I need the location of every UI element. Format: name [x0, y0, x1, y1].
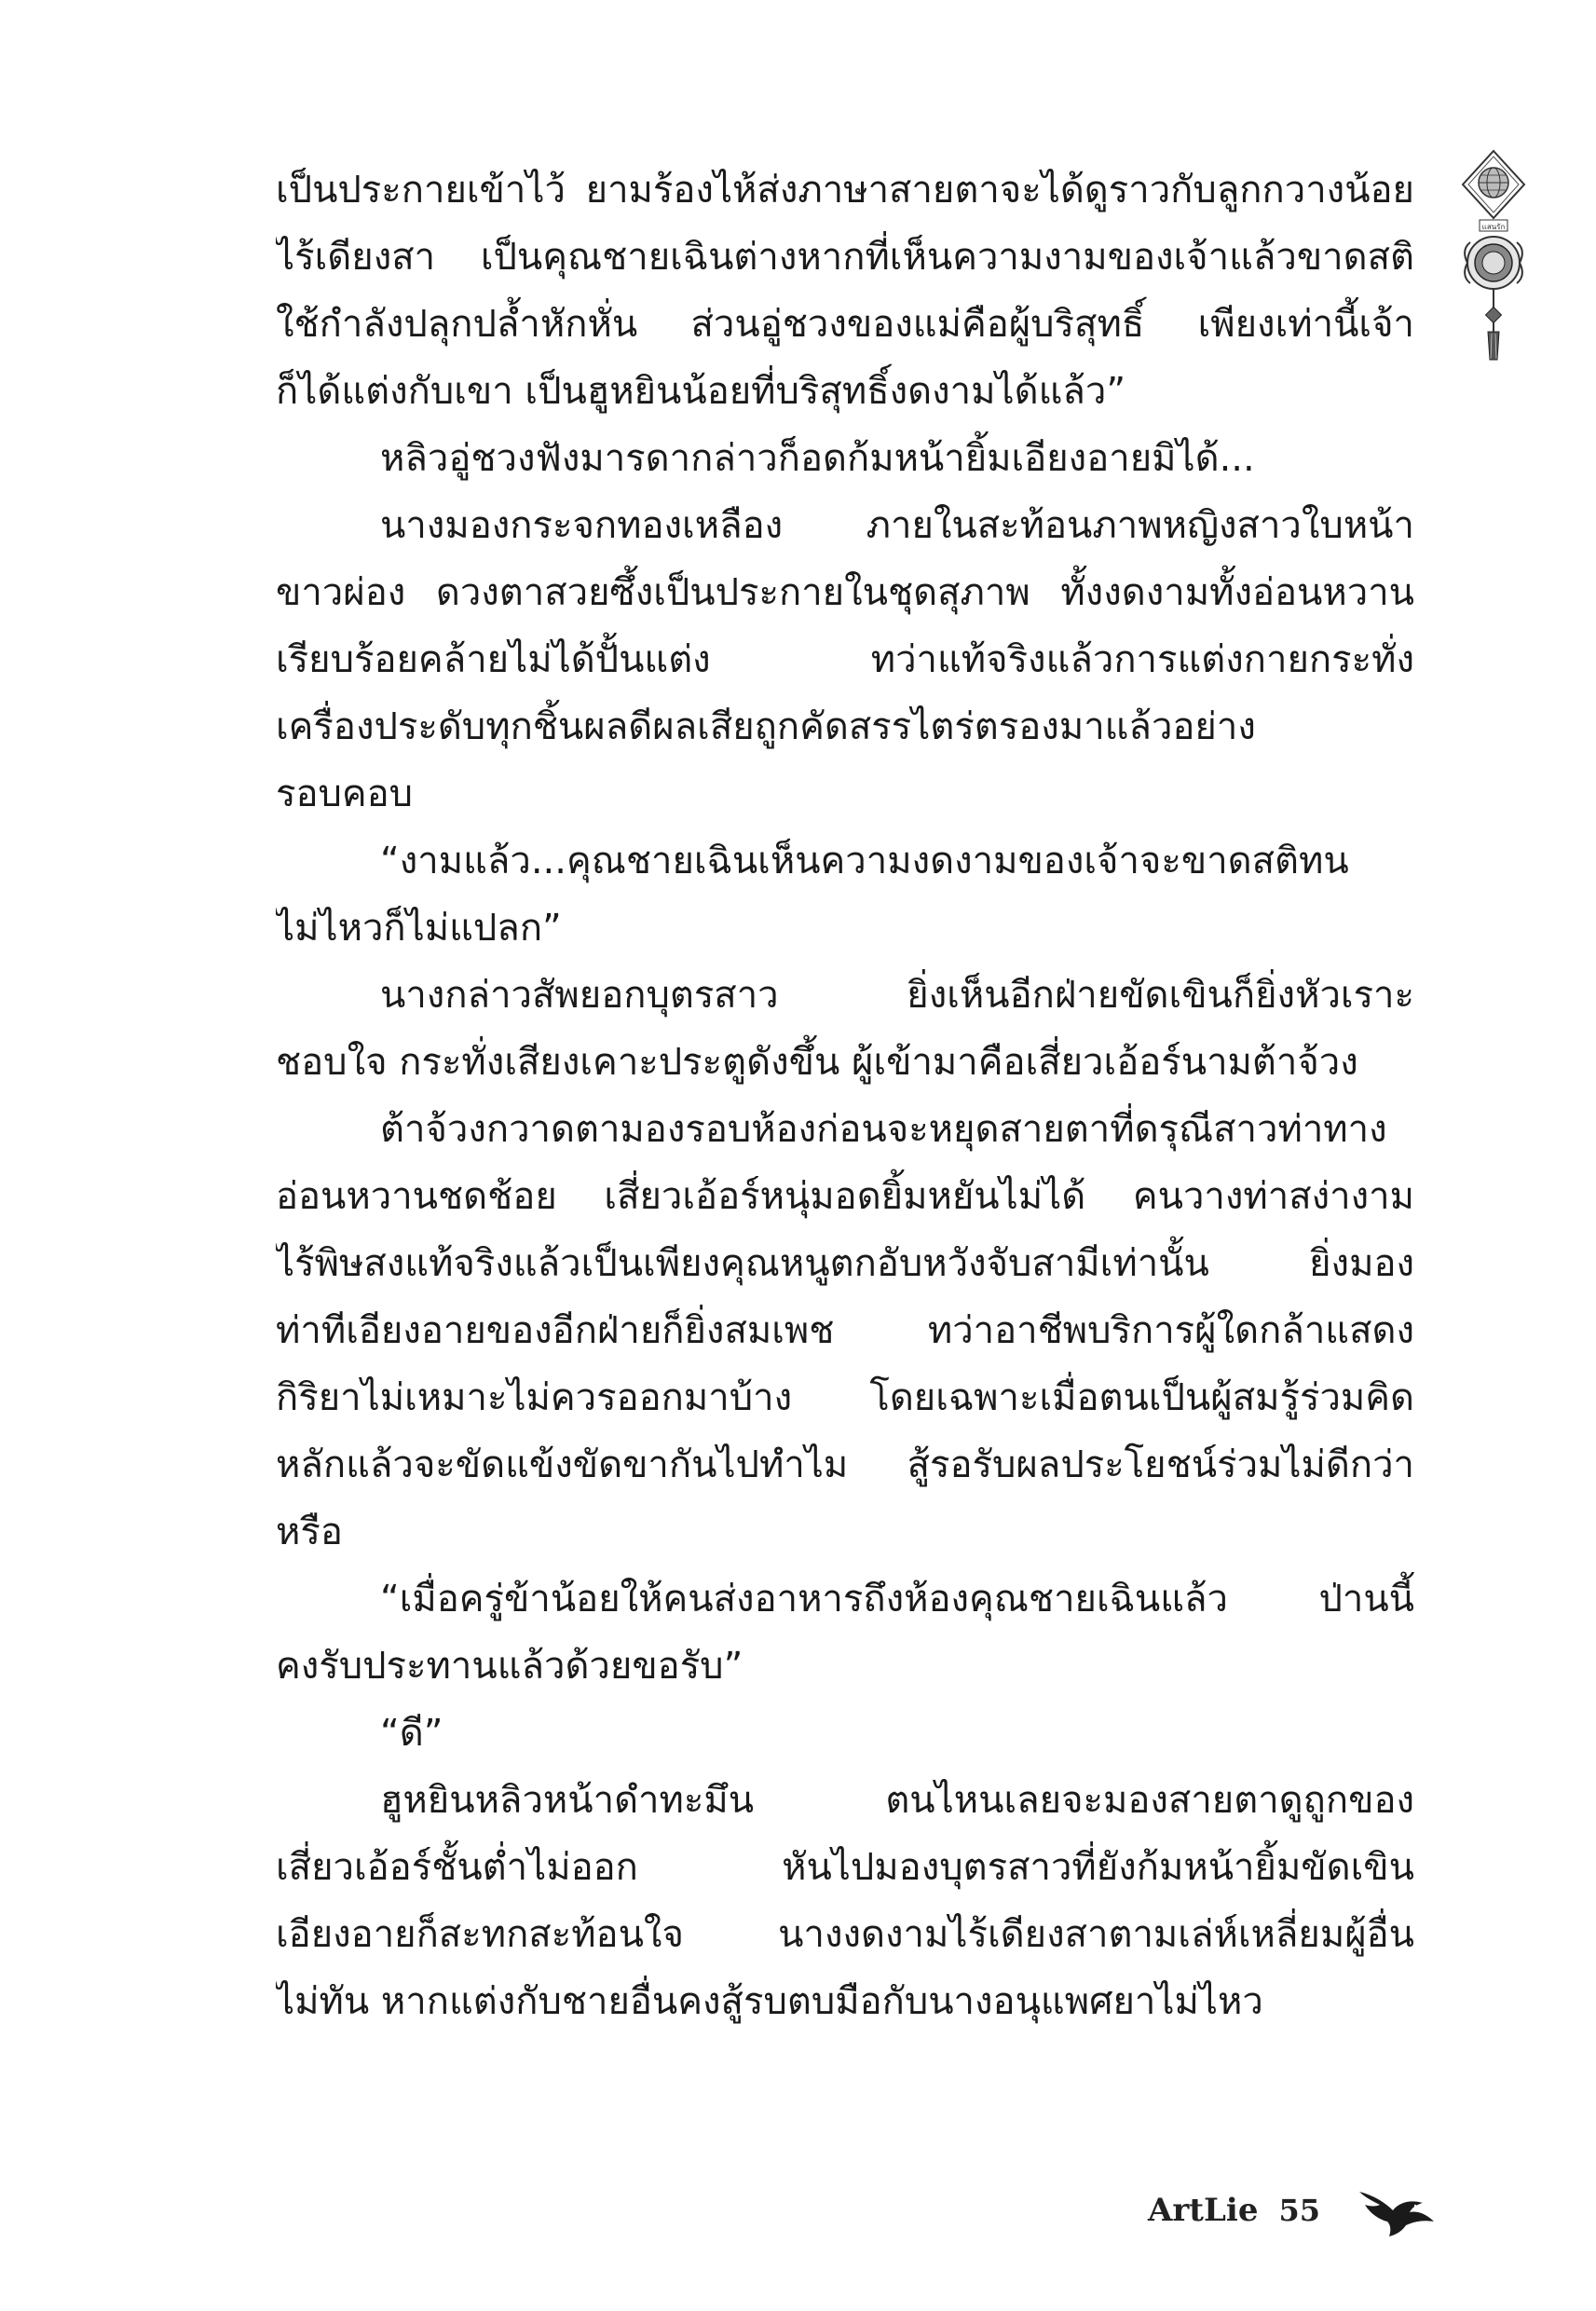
text-line: รอบคอบ [276, 773, 414, 815]
emblem-label: แสนรัก [1481, 223, 1506, 231]
text-line: ไม่ทัน หากแต่งกับชายอื่นคงสู้รบตบมือกับนางอนุแพศยาไม่ไหว [276, 1980, 1263, 2023]
text-line: หลิวอู่ชวงฟังมารดากล่าวก็อดก้มหน้ายิ้มเอียงอายมิได้... [380, 437, 1255, 480]
text-line: ต้าจ้วงกวาดตามองรอบห้องก่อนจะหยุดสายตาที่ดรุณีสาวท่าทาง [380, 1108, 1387, 1151]
page-number: 55 [1278, 2193, 1320, 2228]
text-line: “เมื่อครู่ข้าน้อยให้คนส่งอาหารถึงห้องคุณชายเฉินแล้ว ป่านนี้ [380, 1578, 1414, 1620]
text-line: ชอบใจ กระทั่งเสียงเคาะประตูดังขึ้น ผู้เข้ามาคือเสี่ยวเอ้อร์นามต้าจ้วง [276, 1041, 1358, 1084]
text-line: เอียงอายก็สะทกสะท้อนใจ นางงดงามไร้เดียงสาตามเล่ห์เหลี่ยมผู้อื่น [276, 1913, 1414, 1956]
text-line: หลักแล้วจะขัดแข้งขัดขากันไปทำไม สู้รอรับผลประโยชน์ร่วมไม่ดีกว่า [276, 1443, 1414, 1486]
text-line: ใช้กำลังปลุกปล้ำหักหั่น ส่วนอู่ชวงของแม่คือผู้บริสุทธิ์ เพียงเท่านี้เจ้า [276, 303, 1414, 346]
text-line: เครื่องประดับทุกชิ้นผลดีผลเสียถูกคัดสรรไตร่ตรองมาแล้วอย่าง [276, 705, 1256, 748]
text-line: ก็ได้แต่งกับเขา เป็นฮูหยินน้อยที่บริสุทธิ์งดงามได้แล้ว” [276, 370, 1126, 413]
text-line: เป็นประกายเข้าไว้ ยามร้องไห้ส่งภาษาสายตาจะได้ดูราวกับลูกกวางน้อย [276, 169, 1414, 212]
text-line: “ดี” [380, 1712, 443, 1755]
text-line: ฮูหยินหลิวหน้าดำทะมึน ตนไหนเลยจะมองสายตาดูถูกของ [380, 1779, 1414, 1822]
text-line: ไร้เดียงสา เป็นคุณชายเฉินต่างหากที่เห็นความงามของเจ้าแล้วขาดสติ [276, 236, 1414, 279]
body-text [276, 157, 1414, 2035]
text-line: ขาวผ่อง ดวงตาสวยซึ้งเป็นประกายในชุดสุภาพ ทั้งงดงามทั้งอ่อนหวาน [276, 571, 1414, 614]
text-line: นางมองกระจกทองเหลือง ภายในสะท้อนภาพหญิงสาวใบหน้า [380, 504, 1414, 547]
text-line: หรือ [276, 1511, 343, 1553]
brand-name: ArtLie [1148, 2192, 1259, 2229]
text-line: ไม่ไหวก็ไม่แปลก” [276, 907, 562, 950]
page-footer [1148, 2182, 1436, 2238]
text-line: กิริยาไม่เหมาะไม่ควรออกมาบ้าง โดยเฉพาะเมื่อตนเป็นผู้สมรู้ร่วมคิด [276, 1376, 1414, 1419]
text-line: เรียบร้อยคล้ายไม่ได้ปั้นแต่ง ทว่าแท้จริงแล้วการแต่งกายกระทั่ง [276, 638, 1414, 681]
decorative-emblem [1461, 149, 1526, 373]
eagle-icon [1357, 2182, 1436, 2238]
text-line: ท่าทีเอียงอายของอีกฝ่ายก็ยิ่งสมเพช ทว่าอาชีพบริการผู้ใดกล้าแสดง [276, 1309, 1414, 1352]
text-line: นางกล่าวสัพยอกบุตรสาว ยิ่งเห็นอีกฝ่ายขัดเขินก็ยิ่งหัวเราะ [380, 974, 1414, 1017]
text-line: ไร้พิษสงแท้จริงแล้วเป็นเพียงคุณหนูตกอับหวังจับสามีเท่านั้น ยิ่งมอง [276, 1242, 1414, 1285]
text-line: คงรับประทานแล้วด้วยขอรับ” [276, 1645, 743, 1688]
text-line: “งามแล้ว...คุณชายเฉินเห็นความงดงามของเจ้าจะขาดสติทน [380, 840, 1349, 882]
text-line: อ่อนหวานชดช้อย เสี่ยวเอ้อร์หนุ่มอดยิ้มหยันไม่ได้ คนวางท่าสง่างาม [276, 1175, 1414, 1218]
tassel-icon [1488, 332, 1499, 360]
text-line: เสี่ยวเอ้อร์ชั้นต่ำไม่ออก หันไปมองบุตรสาวที่ยังก้มหน้ายิ้มขัดเขิน [276, 1846, 1414, 1889]
chinese-knot-icon [1461, 149, 1526, 373]
